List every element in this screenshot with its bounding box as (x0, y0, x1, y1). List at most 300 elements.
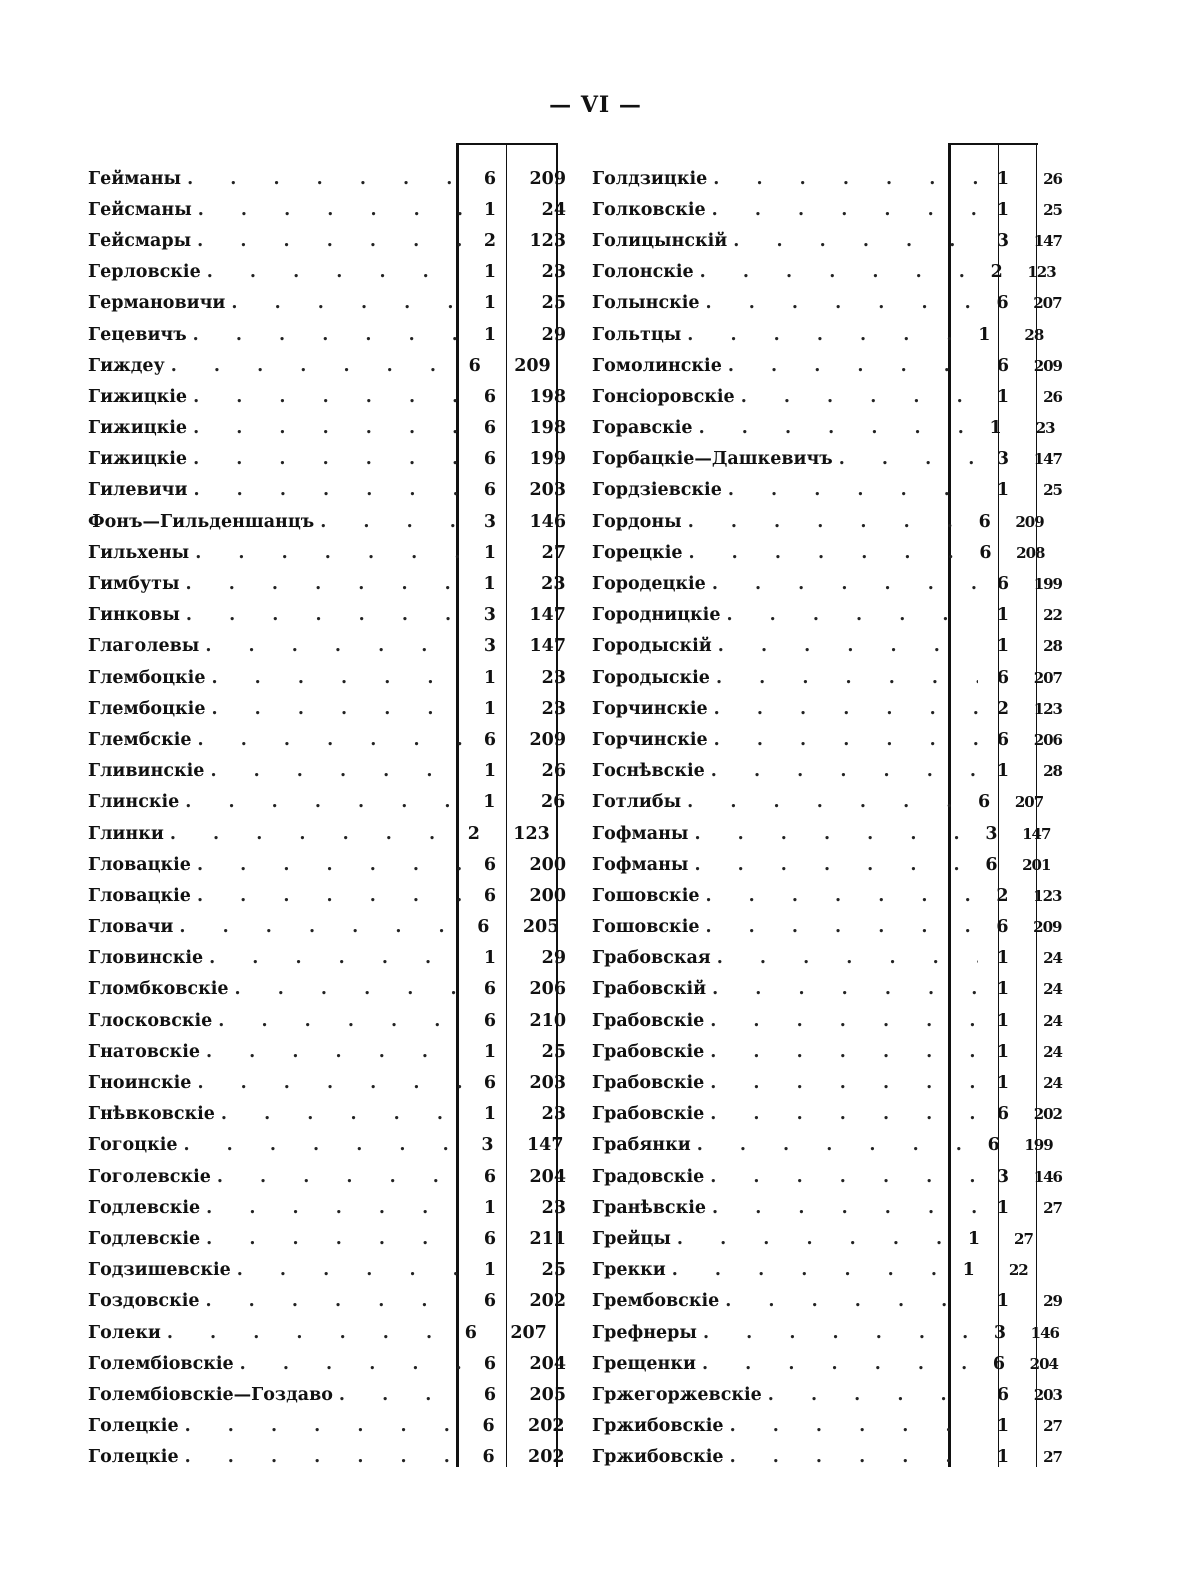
volume-number: 6 (483, 1353, 497, 1374)
family-name: Грабовскіе (592, 1073, 705, 1094)
index-entry (592, 756, 1062, 787)
volume-number: 1 (483, 1041, 497, 1062)
page-number-ref: 202 (529, 1291, 566, 1312)
family-name: Госнѣвскіе (592, 761, 705, 782)
page-number-ref: 202 (528, 1416, 565, 1437)
volume-number: 1 (483, 293, 497, 314)
index-entry (88, 1223, 568, 1254)
right-index-column (592, 163, 1062, 1473)
family-name: Гошовскіе (592, 885, 700, 906)
family-name: Годлевскіе (88, 1228, 201, 1249)
family-name: Гинковы (88, 605, 180, 626)
index-entry (592, 1192, 1062, 1223)
index-entry (88, 475, 568, 506)
volume-number: 1 (996, 605, 1010, 626)
volume-number: 1 (996, 386, 1010, 407)
family-name: Горавскіе (592, 418, 693, 439)
index-entry (88, 1005, 568, 1036)
index-entry (592, 943, 1062, 974)
volume-number: 6 (483, 854, 497, 875)
volume-number: 1 (996, 1291, 1010, 1312)
index-entry (88, 1286, 568, 1317)
dot-leader (221, 1104, 464, 1124)
family-name: Гейманы (88, 168, 182, 189)
dot-leader (705, 886, 977, 906)
index-entry (88, 662, 568, 693)
family-name: Гливинскіе (88, 761, 205, 782)
volume-number: 2 (996, 698, 1010, 719)
volume-number: 6 (996, 574, 1010, 595)
volume-number: 6 (978, 792, 991, 813)
volume-number: 6 (996, 1384, 1010, 1405)
dot-leader (714, 699, 978, 719)
volume-number: 6 (483, 729, 497, 750)
index-entry (592, 1099, 1062, 1130)
left-table-top-rule (456, 143, 558, 145)
page-number-ref: 27 (1043, 1417, 1062, 1436)
volume-number: 6 (996, 355, 1010, 376)
family-name: Гловачи (88, 917, 174, 938)
index-entry (592, 1411, 1062, 1442)
volume-number: 6 (464, 1322, 477, 1343)
volume-number: 6 (483, 1166, 497, 1187)
index-entry (88, 1192, 568, 1223)
page-number-ref: 28 (1043, 637, 1062, 656)
index-entry (88, 413, 568, 444)
index-entry (592, 537, 1062, 568)
volume-number: 6 (468, 355, 481, 376)
dot-leader (179, 917, 457, 937)
volume-number: 6 (482, 1416, 495, 1437)
family-name: Гоздовскіе (88, 1291, 200, 1312)
page-number-ref: 29 (1043, 1292, 1062, 1311)
dot-leader (207, 262, 464, 282)
dot-leader (726, 605, 978, 625)
dot-leader (710, 1042, 978, 1062)
family-name: Годлевскіе (88, 1197, 201, 1218)
volume-number: 1 (483, 262, 497, 283)
dot-leader (193, 387, 464, 407)
index-entry (88, 787, 568, 818)
index-entry (88, 506, 568, 537)
index-entry (88, 880, 568, 911)
index-entry (88, 381, 568, 412)
dot-leader (687, 792, 959, 812)
index-entry (592, 631, 1062, 662)
index-entry (88, 1411, 568, 1442)
page-number-ref: 203 (1033, 1385, 1062, 1404)
volume-number: 1 (483, 199, 497, 220)
family-name: Гломбковскіе (88, 979, 229, 1000)
volume-number: 1 (996, 1447, 1010, 1468)
page-number-ref: 199 (1033, 575, 1062, 594)
index-entry (592, 849, 1062, 880)
page-number-ref: 123 (1027, 263, 1056, 282)
dot-leader (186, 574, 464, 594)
index-entry (592, 1348, 1062, 1379)
volume-number: 1 (996, 199, 1010, 220)
volume-number: 6 (483, 418, 497, 439)
family-name: Голицынскій (592, 230, 728, 251)
family-name: Гранѣвскіе (592, 1197, 707, 1218)
index-entry (592, 880, 1062, 911)
dot-leader (171, 356, 449, 376)
family-name: Голецкіе (88, 1416, 179, 1437)
index-entry (592, 912, 1062, 943)
volume-number: 6 (483, 1010, 497, 1031)
dot-leader (712, 979, 978, 999)
family-name: Гржибовскіе (592, 1447, 724, 1468)
family-name: Гоголевскіе (88, 1166, 211, 1187)
index-entry (88, 350, 568, 381)
volume-number: 1 (483, 1104, 497, 1125)
page-number-ref: 207 (1014, 793, 1044, 812)
dot-leader (733, 231, 978, 251)
volume-number: 1 (483, 1197, 497, 1218)
volume-number: 6 (483, 168, 497, 189)
dot-leader (206, 1198, 464, 1218)
volume-number: 3 (481, 1135, 494, 1156)
family-name: Грекки (592, 1260, 666, 1281)
volume-number: 3 (996, 449, 1010, 470)
family-name: Гиждеу (88, 355, 165, 376)
dot-leader (197, 886, 464, 906)
volume-number: 6 (979, 542, 992, 563)
page-number-ref: 209 (514, 355, 551, 376)
family-name: Горчинскіе (592, 698, 708, 719)
volume-number: 6 (985, 854, 998, 875)
page-number-ref: 147 (1033, 231, 1062, 250)
page-number-ref: 201 (1022, 855, 1051, 874)
family-name: Грабянки (592, 1135, 691, 1156)
volume-number: 1 (996, 1010, 1010, 1031)
page-number-ref: 200 (529, 885, 566, 906)
dot-leader (206, 1291, 465, 1311)
page-number-ref: 23 (541, 1104, 566, 1125)
index-entry (88, 849, 568, 880)
volume-number: 1 (483, 542, 497, 563)
family-name: Гильхены (88, 542, 190, 563)
index-entry (88, 631, 568, 662)
volume-number: 3 (996, 1166, 1010, 1187)
family-name: Герловскіе (88, 262, 201, 283)
index-entry (592, 319, 1062, 350)
page-number-ref: 23 (1035, 419, 1055, 438)
page-number-ref: 147 (529, 605, 566, 626)
volume-number: 1 (996, 480, 1010, 501)
page-number-ref: 209 (1033, 356, 1062, 375)
page-number-ref: 199 (529, 449, 566, 470)
dot-leader (839, 449, 978, 469)
index-entry (88, 1130, 568, 1161)
volume-number: 2 (996, 885, 1009, 906)
index-entry (88, 912, 568, 943)
index-entry (592, 1223, 1062, 1254)
family-name: Грабовскіе (592, 1010, 705, 1031)
dot-leader (193, 480, 464, 500)
family-name: Гловацкіе (88, 885, 191, 906)
dot-leader (170, 824, 448, 844)
family-name: Городецкіе (592, 574, 706, 595)
family-name: Глинскіе (88, 792, 180, 813)
page-number-ref: 25 (541, 1041, 566, 1062)
family-name: Гноинскіе (88, 1073, 192, 1094)
dot-leader (339, 1385, 464, 1405)
volume-number: 6 (996, 667, 1010, 688)
page-number-ref: 207 (510, 1322, 547, 1343)
index-entry (592, 787, 1062, 818)
family-name: Годзишевскіе (88, 1260, 231, 1281)
dot-leader (713, 169, 978, 189)
volume-number: 2 (483, 230, 497, 251)
page-number-ref: 146 (1030, 1323, 1059, 1342)
index-entry (88, 444, 568, 475)
family-name: Гржибовскіе (592, 1416, 724, 1437)
page-number-ref: 147 (529, 636, 566, 657)
page-number-ref: 27 (541, 542, 566, 563)
family-name: Градовскіе (592, 1166, 705, 1187)
index-entry (88, 1348, 568, 1379)
page-number-ref: 206 (529, 979, 566, 1000)
family-name: Голембіовскіе (88, 1353, 234, 1374)
index-entry (592, 444, 1062, 475)
volume-number: 6 (483, 1228, 497, 1249)
volume-number: 3 (996, 230, 1010, 251)
dot-leader (699, 418, 971, 438)
volume-number: 3 (483, 636, 497, 657)
index-entry (592, 194, 1062, 225)
index-entry (88, 1036, 568, 1067)
page-number-ref: 203 (529, 1073, 566, 1094)
dot-leader (185, 792, 463, 812)
volume-number: 1 (996, 948, 1010, 969)
page-number-ref: 209 (529, 729, 566, 750)
volume-number: 6 (978, 511, 991, 532)
page-number-ref: 27 (1014, 1229, 1033, 1248)
family-name: Городыскіе (592, 667, 710, 688)
family-name: Голембіовскіе—Гоздаво (88, 1384, 333, 1405)
page-number-ref: 23 (541, 667, 566, 688)
family-name: Голецкіе (88, 1447, 179, 1468)
dot-leader (705, 917, 977, 937)
volume-number: 2 (467, 823, 480, 844)
volume-number: 6 (996, 293, 1009, 314)
left-index-column (88, 163, 568, 1473)
dot-leader (714, 730, 978, 750)
page-number-ref: 203 (529, 480, 566, 501)
page-number-ref: 25 (541, 293, 566, 314)
page-number-ref: 29 (541, 324, 566, 345)
family-name: Гомолинскіе (592, 355, 722, 376)
family-name: Городыскій (592, 636, 712, 657)
dot-leader (231, 293, 464, 313)
page-number-ref: 123 (1033, 699, 1062, 718)
volume-number: 1 (996, 1041, 1010, 1062)
page-number-ref: 26 (540, 792, 566, 813)
family-name: Грабовскіе (592, 1104, 705, 1125)
volume-number: 1 (996, 979, 1010, 1000)
dot-leader (730, 1447, 978, 1467)
index-entry (592, 288, 1062, 319)
index-entry (592, 724, 1062, 755)
family-name: Глембскіе (88, 729, 192, 750)
index-entry (592, 974, 1062, 1005)
volume-number: 6 (483, 885, 497, 906)
volume-number: 6 (996, 729, 1010, 750)
family-name: Горбацкіе—Дашкевичъ (592, 449, 833, 470)
dot-leader (206, 1229, 464, 1249)
index-entry (88, 943, 568, 974)
page-number-ref: 29 (541, 948, 566, 969)
dot-leader (193, 418, 464, 438)
dot-leader (195, 543, 464, 563)
index-entry (592, 662, 1062, 693)
page-number-ref: 25 (1043, 481, 1062, 500)
family-name: Голеки (88, 1322, 161, 1343)
index-entry (88, 818, 568, 849)
dot-leader (710, 1073, 978, 1093)
volume-number: 3 (483, 605, 496, 626)
index-entry (592, 1005, 1062, 1036)
dot-leader (211, 668, 464, 688)
family-name: Фонъ—Гильденшанцъ (88, 511, 315, 532)
page-number-ref: 211 (529, 1228, 566, 1249)
dot-leader (677, 1229, 949, 1249)
index-entry (88, 600, 568, 631)
volume-number: 1 (996, 761, 1010, 782)
page-number-ref: 204 (529, 1166, 566, 1187)
family-name: Гонсіоровскіе (592, 386, 735, 407)
index-entry (592, 1286, 1062, 1317)
dot-leader (688, 512, 960, 532)
family-name: Грефнеры (592, 1322, 697, 1343)
volume-number: 3 (993, 1322, 1007, 1343)
page-number-ref: 123 (529, 230, 566, 251)
index-entry (592, 1067, 1062, 1098)
dot-leader (198, 200, 464, 220)
index-entry (88, 537, 568, 568)
index-entry (88, 693, 568, 724)
page-number-ref: 25 (541, 1260, 566, 1281)
dot-leader (688, 543, 960, 563)
dot-leader (697, 1135, 969, 1155)
family-name: Голынскіе (592, 293, 700, 314)
page-number-ref: 205 (522, 917, 560, 938)
page-number-ref: 200 (529, 854, 566, 875)
volume-number: 6 (483, 1384, 497, 1405)
dot-leader (198, 730, 464, 750)
index-entry (88, 1099, 568, 1130)
dot-leader (741, 387, 978, 407)
family-name: Гловацкіе (88, 854, 191, 875)
page-number-ref: 22 (1043, 606, 1062, 625)
family-name: Глембоцкіе (88, 667, 206, 688)
dot-leader (240, 1354, 464, 1374)
page-number-ref: 209 (1015, 512, 1044, 531)
index-entry (592, 1036, 1062, 1067)
dot-leader (710, 1011, 978, 1031)
volume-number: 3 (483, 511, 497, 532)
page-number-ref: 209 (1033, 918, 1062, 937)
index-entry (592, 413, 1062, 444)
index-entry (88, 163, 568, 194)
volume-number: 6 (483, 480, 497, 501)
family-name: Глинки (88, 823, 164, 844)
family-name: Гейсмары (88, 230, 192, 251)
dot-leader (185, 1416, 463, 1436)
index-entry (88, 225, 568, 256)
volume-number: 1 (967, 1228, 980, 1249)
page-number-ref: 26 (1043, 169, 1062, 188)
dot-leader (712, 200, 978, 220)
index-entry (88, 1161, 568, 1192)
page-number-ref: 22 (1008, 1261, 1028, 1280)
dot-leader (235, 979, 464, 999)
page-number-ref: 147 (1022, 824, 1051, 843)
page-number-ref: 24 (1043, 980, 1062, 999)
dot-leader (717, 948, 978, 968)
page-number-ref: 146 (529, 511, 566, 532)
page-number-ref: 199 (1024, 1136, 1053, 1155)
dot-leader (710, 1167, 978, 1187)
family-name: Грабовскій (592, 979, 707, 1000)
page-number-ref: 123 (513, 823, 550, 844)
volume-number: 1 (989, 418, 1002, 439)
index-entry (592, 1442, 1062, 1473)
volume-number: 6 (483, 449, 497, 470)
index-entry (592, 818, 1062, 849)
volume-number: 6 (483, 979, 497, 1000)
family-name: Глаголевы (88, 636, 200, 657)
volume-number: 6 (483, 386, 497, 407)
family-name: Гордоны (592, 511, 682, 532)
dot-leader (186, 605, 464, 625)
family-name: Горецкіе (592, 542, 683, 563)
family-name: Городницкіе (592, 605, 721, 626)
page-number-ref: 147 (526, 1135, 564, 1156)
index-entry (592, 163, 1062, 194)
page-number-ref: 24 (1043, 1074, 1062, 1093)
dot-leader (209, 948, 464, 968)
family-name: Гижицкіе (88, 418, 188, 439)
page-number-ref: 198 (529, 386, 566, 407)
index-entry (592, 1317, 1062, 1348)
dot-leader (210, 761, 464, 781)
dot-leader (187, 169, 464, 189)
dot-leader (694, 824, 966, 844)
family-name: Грещенки (592, 1353, 696, 1374)
family-name: Глембоцкіе (88, 698, 206, 719)
page-number-ref: 209 (529, 168, 566, 189)
dot-leader (197, 1073, 464, 1093)
dot-leader (768, 1385, 978, 1405)
dot-leader (197, 231, 464, 251)
family-name: Гофманы (592, 854, 689, 875)
page-number-ref: 24 (1043, 1011, 1062, 1030)
family-name: Грабовская (592, 948, 711, 969)
page-number-ref: 202 (1033, 1105, 1062, 1124)
family-name: Гольтцы (592, 324, 682, 345)
family-name: Гофманы (592, 823, 689, 844)
family-name: Гловинскіе (88, 948, 204, 969)
dot-leader (320, 512, 464, 532)
page-number-ref: 23 (541, 574, 566, 595)
dot-leader (193, 449, 464, 469)
index-entry (88, 724, 568, 755)
dot-leader (712, 574, 978, 594)
family-name: Грабовскіе (592, 1041, 705, 1062)
page-number-ref: 198 (529, 418, 566, 439)
